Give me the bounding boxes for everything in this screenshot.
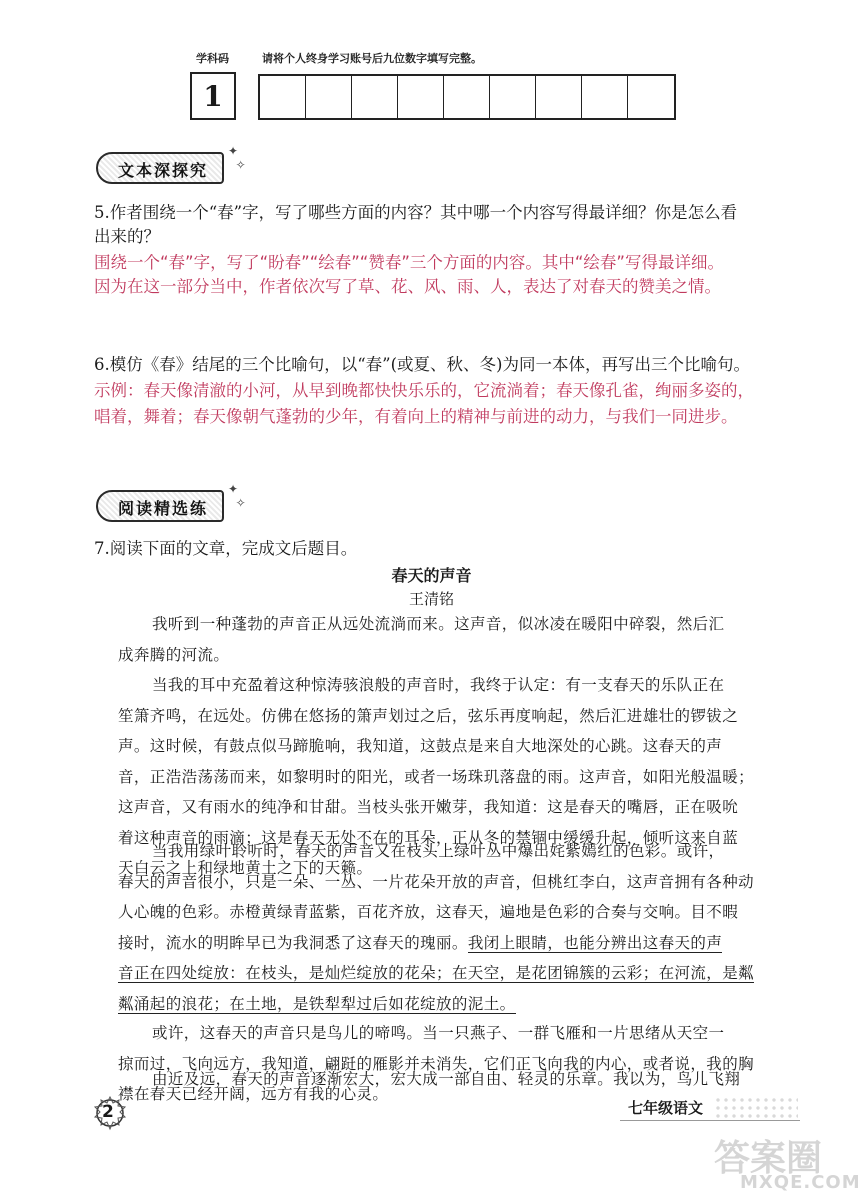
subject-code-label: 学科码 bbox=[196, 52, 229, 65]
underlined-sentence: 粼涌起的浪花；在土地，是铁犁犁过后如花绽放的泥土。 bbox=[118, 994, 516, 1013]
article-paragraph-5 bbox=[118, 1064, 778, 1095]
question-6: 6.模仿《春》结尾的三个比喻句，以“春”(或夏、秋、冬)为同一本体，再写出三个比喻句。 bbox=[94, 355, 750, 374]
para-line: 笙箫齐鸣，在远处。仿佛在悠扬的箫声划过之后，弦乐再度响起，然后汇进雄壮的锣钹之 bbox=[118, 706, 739, 725]
footer-divider bbox=[620, 1120, 800, 1121]
watermark-text: 答案圈 bbox=[714, 1138, 823, 1179]
para-line: 音，正浩浩荡荡而来，如黎明时的阳光，或者一场珠玑落盘的雨。这声音，如阳光般温暖； bbox=[118, 767, 755, 786]
underlined-sentence: 音正在四处绽放：在枝头，是灿烂绽放的花朵；在天空，是花团锦簇的云彩；在河流，是粼 bbox=[118, 964, 755, 982]
digit-box[interactable] bbox=[352, 76, 398, 118]
answer-6-line2: 唱着，舞着；春天像朝气蓬勃的少年，有着向上的精神与前进的动力，与我们一同进步。 bbox=[94, 407, 738, 426]
watermark-logo bbox=[710, 1130, 860, 1196]
digit-box[interactable] bbox=[582, 76, 628, 118]
account-digit-boxes[interactable] bbox=[258, 74, 676, 120]
question-5-line1: 5.作者围绕一个“春”字，写了哪些方面的内容？其中哪一个内容写得最详细？你是怎么看 bbox=[94, 203, 738, 222]
sparkle-icon: ✦ ✧ bbox=[228, 482, 246, 510]
watermark-url: MXQE.COM bbox=[740, 1172, 861, 1193]
digit-box[interactable] bbox=[306, 76, 352, 118]
underlined-sentence: 我闭上眼睛，也能分辨出这春天的声 bbox=[467, 933, 723, 952]
answer-5-line2: 因为在这一部分当中，作者依次写了草、花、风、雨、人，表达了对春天的赞美之情。 bbox=[94, 277, 721, 296]
para-line: 春天的声音很小，只是一朵、一丛、一片花朵开放的声音，但桃红李白，这声音拥有各种动 bbox=[118, 872, 755, 891]
answer-5-line1: 围绕一个“春”字，写了“盼春”“绘春”“赞春”三个方面的内容。其中“绘春”写得最详细。 bbox=[94, 253, 724, 272]
digit-box[interactable] bbox=[444, 76, 490, 118]
para-line: 我听到一种蓬勃的声音正从远处流淌而来。这声音，似冰凌在暖阳中碎裂，然后汇 bbox=[152, 615, 725, 633]
article-paragraph-3 bbox=[118, 836, 778, 1019]
section-banner-reading bbox=[96, 482, 246, 524]
question-5-line2: 出来的？ bbox=[94, 227, 160, 246]
para-line: 人心魄的色彩。赤橙黄绿青蓝紫，百花齐放，这春天，遍地是色彩的合奏与交响。目不暇 bbox=[118, 903, 739, 921]
para-line: 这声音，又有雨水的纯净和甘甜。当枝头张开嫩芽，我知道：这是春天的嘴唇，正在吸吮 bbox=[118, 798, 739, 816]
para-line: 掠而过，飞向远方，我知道，翩跹的雁影并未消失，它们正飞向我的内心，或者说，我的胸 bbox=[118, 1054, 755, 1073]
section-banner-inquiry bbox=[96, 144, 246, 186]
account-instruction: 请将个人终身学习账号后九位数字填写完整。 bbox=[262, 52, 482, 65]
para-line: 或许，这春天的声音只是鸟儿的啼鸣。当一只燕子、一群飞雁和一片思绪从天空一 bbox=[152, 1024, 725, 1042]
article-paragraph-1 bbox=[118, 609, 778, 670]
page-number-badge bbox=[92, 1095, 128, 1131]
digit-box[interactable] bbox=[628, 76, 674, 118]
para-line: 襟在春天已经开阔，远方有我的心灵。 bbox=[118, 1085, 389, 1103]
section-title: 文本深探究 bbox=[118, 161, 209, 180]
para-line bbox=[118, 958, 778, 989]
article-author: 王清铭 bbox=[408, 590, 454, 608]
para-line: 着这种声音的雨滴；这是春天无处不在的耳朵，正从冬的禁锢中缓缓升起，倾听这来自蓝 bbox=[118, 828, 739, 847]
digit-box[interactable] bbox=[260, 76, 306, 118]
para-line bbox=[118, 989, 778, 1020]
page-number: 2 bbox=[102, 1102, 114, 1122]
subject-code-box: 1 bbox=[190, 72, 236, 120]
para-line: 当我的耳中充盈着这种惊涛骇浪般的声音时，我终于认定：有一支春天的乐队正在 bbox=[152, 676, 725, 694]
digit-box[interactable] bbox=[398, 76, 444, 118]
sparkle-icon: ✦ ✧ bbox=[228, 144, 246, 172]
para-line: 天白云之上和绿地黄土之下的天籁。 bbox=[118, 859, 373, 877]
digit-box[interactable] bbox=[536, 76, 582, 118]
para-line: 当我用绿叶聆听时，春天的声音又在枝头上绿叶丛中爆出姹紫嫣红的色彩。或许， bbox=[152, 842, 725, 860]
section-title: 阅读精选练 bbox=[118, 499, 209, 518]
book-label: 七年级语文 bbox=[628, 1099, 704, 1117]
footer-dot-pattern bbox=[714, 1096, 798, 1118]
para-line: 成奔腾的河流。 bbox=[118, 645, 230, 664]
para-line: 接时，流水的明眸早已为我洞悉了这春天的瑰丽。我闭上眼睛，也能分辨出这春天的声 bbox=[118, 933, 723, 952]
para-line: 声。这时候，有鼓点似马蹄脆响，我知道，这鼓点是来自大地深处的心跳。这春天的声 bbox=[118, 737, 723, 755]
digit-box[interactable] bbox=[490, 76, 536, 118]
question-7-prompt: 7.阅读下面的文章，完成文后题目。 bbox=[94, 539, 358, 558]
answer-6-line1: 示例：春天像清澈的小河，从早到晚都快快乐乐的，它流淌着；春天像孔雀，绚丽多姿的， bbox=[94, 381, 754, 400]
para-line: 由近及远，春天的声音逐渐宏大，宏大成一部自由、轻灵的乐章。我以为，鸟儿飞翔 bbox=[152, 1070, 741, 1088]
article-title: 春天的声音 bbox=[391, 566, 472, 585]
